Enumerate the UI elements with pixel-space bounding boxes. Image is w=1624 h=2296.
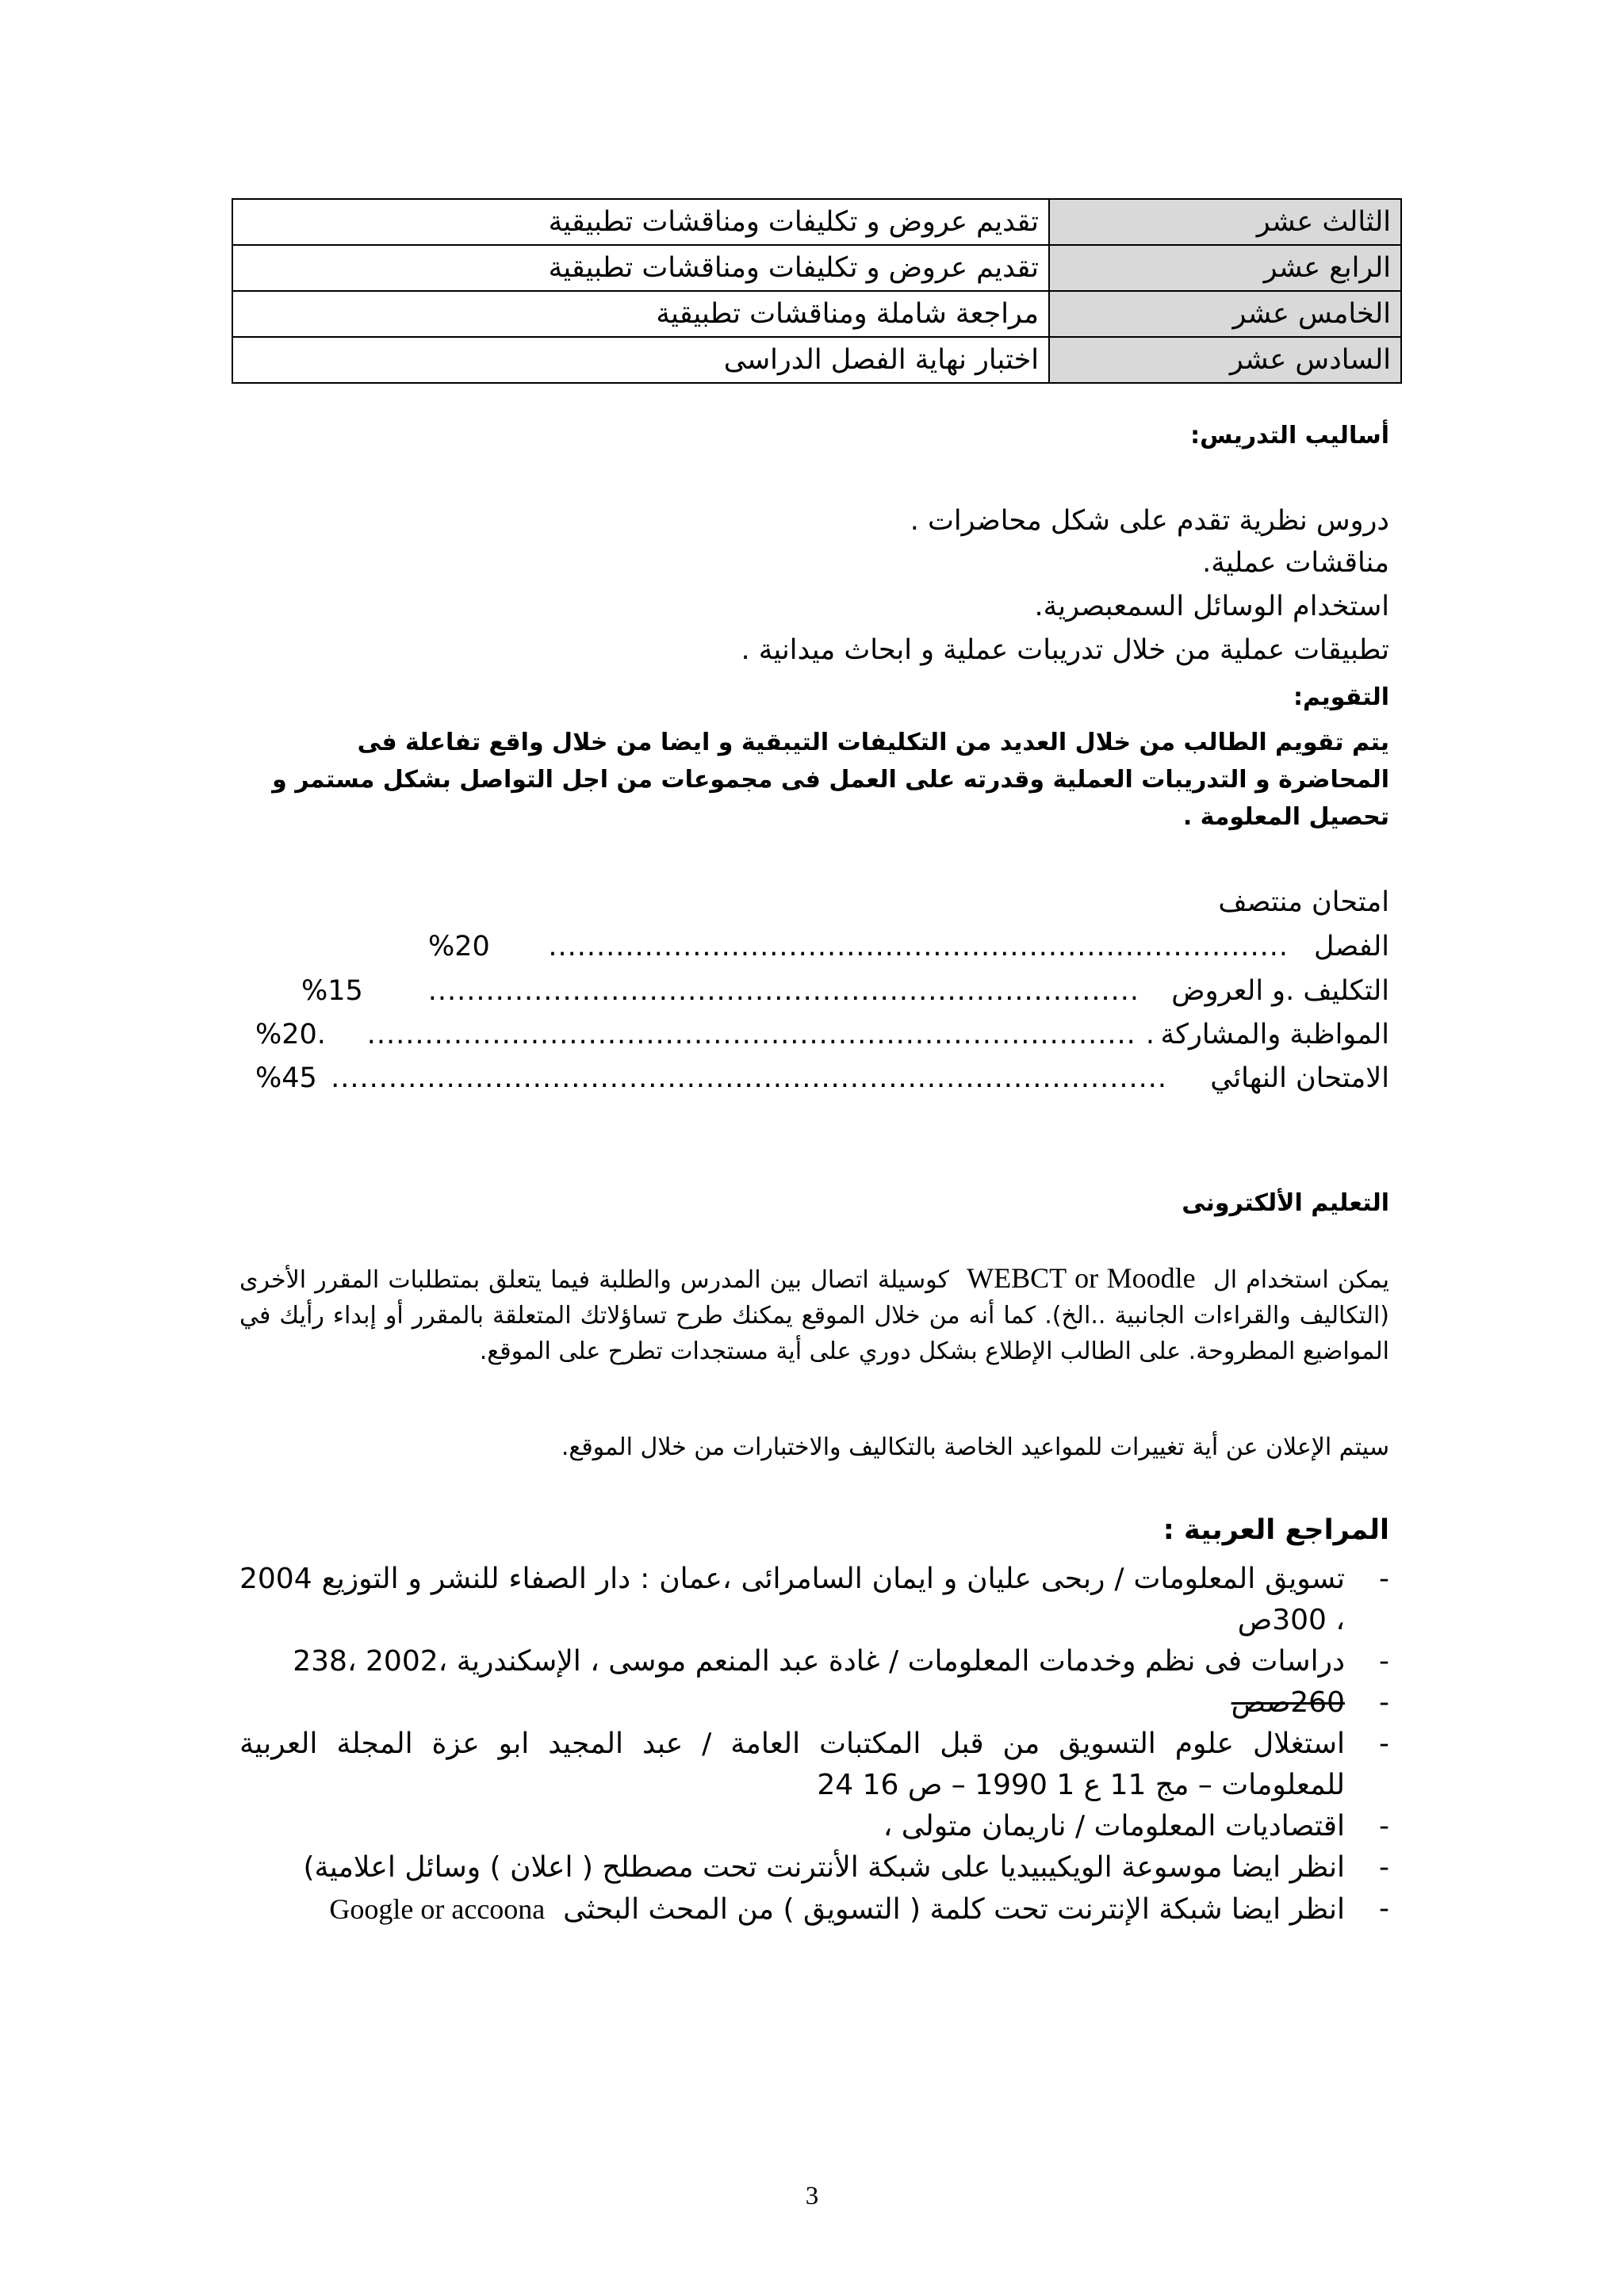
- grade-leader-dots: ..........................................................................: [427, 975, 1139, 1007]
- table-row: [232, 245, 1401, 291]
- evaluation-paragraph: يتم تقويم الطالب من خلال العديد من التكليفات التيبقية و ايضا من خلال واقع تفاعلة فى المحاضرة و التدريبات العملية وقدرته على العمل فى مجموعات من اجل التواصل بشكل مستمر و تحصيل المعلومة .: [272, 729, 1389, 831]
- grade-leader-dots: ................................................................................ .: [366, 1019, 1155, 1050]
- platform-name: WEBCT or Moodle: [967, 1262, 1196, 1294]
- topic-cell: اختبار نهاية الفصل الدراسى: [232, 337, 1049, 383]
- grade-value: %20.: [255, 1019, 326, 1050]
- table-row: [232, 337, 1401, 383]
- grade-label: المواظبة والمشاركة: [1160, 1019, 1389, 1050]
- bullet-dash: -: [1379, 1892, 1389, 1925]
- grade-label: التكليف .و العروض: [1171, 975, 1389, 1007]
- reference-item: - انظر ايضا شبكة الإنترنت تحت كلمة ( التسويق ) من المحث البحثى Google or accoona: [239, 1888, 1389, 1931]
- reference-item: - اقتصاديات المعلومات / ناريمان متولى ،: [239, 1806, 1389, 1847]
- bullet-dash: -: [1379, 1728, 1389, 1760]
- elearning-notice: سيتم الإعلان عن أية تغييرات للمواعيد الخاصة بالتكاليف والاختبارات من خلال الموقع.: [561, 1433, 1389, 1461]
- grade-label: الفصل: [1314, 931, 1389, 962]
- grade-leader-dots: .......................................................................................: [331, 1062, 1167, 1094]
- reference-item: - انظر ايضا موسوعة الويكيبيديا على شبكة الأنترنت تحت مصطلح ( اعلان ) وسائل اعلامية): [239, 1847, 1389, 1888]
- bullet-dash: -: [1379, 1563, 1389, 1595]
- teaching-method-item: دروس نظرية تقدم على شكل محاضرات .: [910, 505, 1389, 537]
- grade-row-final: [255, 1062, 1389, 1104]
- bullet-dash: -: [1379, 1686, 1389, 1719]
- references-list: [239, 1559, 1389, 1931]
- grades-intro: امتحان منتصف: [1218, 886, 1389, 918]
- grade-value: %20: [428, 931, 490, 962]
- grade-label: الامتحان النهائي: [1210, 1062, 1389, 1094]
- elearning-text-post: كوسيلة اتصال بين المدرس والطلبة فيما يتعلق بمتطلبات المقرر الأخرى (التكاليف والقراءات الجانبية ..الخ). كما أنه من خلال الموقع يمكنك طرح تساؤلاتك المتعلقة بالمقرر أو إبداء رأيك في المواضيع المطروحة. على الطالب الإطلاع بشكل دوري على أية مستجدات تطرح على الموقع.: [239, 1266, 1389, 1365]
- bullet-dash: -: [1379, 1810, 1389, 1843]
- week-cell: الثالث عشر: [1049, 199, 1401, 245]
- elearning-heading: التعليم الألكترونى: [1182, 1189, 1389, 1217]
- week-cell: السادس عشر: [1049, 337, 1401, 383]
- topic-cell: تقديم عروض و تكليفات ومناقشات تطبيقية: [232, 199, 1049, 245]
- week-cell: الرابع عشر: [1049, 245, 1401, 291]
- grade-value: %45: [255, 1062, 317, 1094]
- page-number: 3: [805, 2182, 819, 2210]
- teaching-methods-heading: أساليب التدريس:: [1190, 422, 1389, 450]
- table-row: [232, 199, 1401, 245]
- bullet-dash: -: [1379, 1645, 1389, 1678]
- schedule-table: [232, 198, 1402, 384]
- teaching-method-item: استخدام الوسائل السمعبصرية.: [1034, 591, 1389, 622]
- grade-row-attendance: [255, 1019, 1389, 1060]
- teaching-method-item: مناقشات عملية.: [1202, 547, 1389, 579]
- topic-cell: تقديم عروض و تكليفات ومناقشات تطبيقية: [232, 245, 1049, 291]
- topic-cell: مراجعة شاملة ومناقشات تطبيقية: [232, 291, 1049, 337]
- grade-value: %15: [301, 975, 363, 1007]
- teaching-method-item: تطبيقات عملية من خلال تدريبات عملية و ابحاث ميدانية .: [741, 634, 1389, 666]
- elearning-paragraph: [239, 1261, 1389, 1369]
- table-row: [232, 291, 1401, 337]
- grade-leader-dots: .............................................................................: [548, 931, 1289, 962]
- week-cell: الخامس عشر: [1049, 291, 1401, 337]
- reference-item: - تسويق المعلومات / ربحى عليان و ايمان السامرائى ،عمان : دار الصفاء للنشر و التوزيع 2004 ، 300ص: [239, 1559, 1389, 1641]
- elearning-text-pre: يمكن استخدام ال: [1212, 1266, 1389, 1294]
- references-heading: المراجع العربية :: [1162, 1514, 1389, 1546]
- reference-item: - استغلال علوم التسويق من قبل المكتبات العامة / عبد المجيد ابو عزة المجلة العربية للمعلومات – مج 11 ع 1 1990 – ص 16 24: [239, 1724, 1389, 1806]
- reference-item: - دراسات فى نظم وخدمات المعلومات / غادة عبد المنعم موسى ، الإسكندرية ،2002 ،238: [239, 1641, 1389, 1682]
- reference-item: - 260صص: [239, 1682, 1389, 1724]
- grade-row-assignments: [301, 975, 1389, 1016]
- grade-row-midterm: [428, 931, 1389, 972]
- search-engines: Google or accoona: [329, 1893, 546, 1925]
- evaluation-heading: التقويم:: [1293, 683, 1389, 711]
- bullet-dash: -: [1379, 1851, 1389, 1884]
